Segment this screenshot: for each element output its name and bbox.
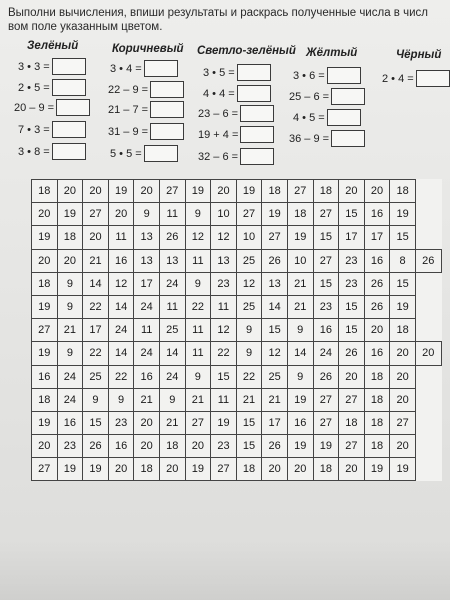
grid-cell[interactable]: 13: [262, 272, 288, 295]
grid-cell[interactable]: 9: [57, 272, 83, 295]
answer-box[interactable]: [331, 130, 365, 147]
task-item: [289, 130, 365, 147]
grid-cell[interactable]: 19: [32, 342, 58, 365]
task-expression: 31 – 9 =: [108, 125, 149, 138]
grid-cell[interactable]: 9: [236, 342, 262, 365]
grid-cell[interactable]: 18: [159, 435, 185, 458]
grid-cell[interactable]: 19: [32, 411, 58, 434]
grid-cell[interactable]: 27: [211, 458, 237, 481]
grid-cell[interactable]: 18: [364, 365, 390, 388]
grid-row: [32, 319, 442, 342]
grid-cell[interactable]: 19: [287, 388, 313, 411]
grid-cell[interactable]: 23: [57, 435, 83, 458]
grid-cell[interactable]: 16: [313, 319, 339, 342]
grid-cell[interactable]: 20: [57, 180, 83, 203]
grid-cell[interactable]: 20: [339, 365, 365, 388]
grid-cell[interactable]: 16: [364, 342, 390, 365]
grid-cell[interactable]: 20: [83, 180, 109, 203]
grid-cell[interactable]: 27: [313, 203, 339, 226]
grid-cell[interactable]: 18: [134, 458, 160, 481]
grid-cell[interactable]: 16: [32, 365, 58, 388]
grid-row: [32, 435, 442, 458]
task-expression: 3 • 6 =: [293, 69, 325, 82]
grid-cell[interactable]: 11: [159, 203, 185, 226]
grid-cell[interactable]: 11: [185, 342, 211, 365]
column-title-green: Зелёный: [27, 40, 79, 52]
grid-cell[interactable]: 27: [185, 411, 211, 434]
grid-cell[interactable]: 12: [211, 319, 237, 342]
task-item: [18, 121, 86, 138]
grid-cell[interactable]: 19: [390, 458, 416, 481]
grid-cell[interactable]: 16: [287, 411, 313, 434]
grid-cell[interactable]: 9: [185, 365, 211, 388]
grid-cell[interactable]: 20: [339, 180, 365, 203]
grid-cell[interactable]: 24: [159, 365, 185, 388]
grid-cell[interactable]: 9: [159, 388, 185, 411]
grid-cell[interactable]: 21: [236, 388, 262, 411]
task-expression: 2 • 5 =: [18, 81, 50, 94]
grid-cell[interactable]: 25: [159, 319, 185, 342]
task-expression: 19 + 4 =: [198, 128, 239, 141]
grid-cell[interactable]: 15: [339, 295, 365, 318]
answer-box[interactable]: [240, 148, 274, 165]
grid-cell[interactable]: 20: [83, 226, 109, 249]
grid-cell[interactable]: 21: [57, 319, 83, 342]
grid-cell[interactable]: 15: [339, 203, 365, 226]
grid-cell[interactable]: 14: [287, 342, 313, 365]
task-expression: 36 – 9 =: [289, 132, 330, 145]
instruction-line-2: вом поле указанным цветом.: [8, 21, 163, 33]
task-expression: 3 • 8 =: [18, 145, 50, 158]
grid-cell[interactable]: 12: [108, 272, 134, 295]
grid-cell[interactable]: 16: [57, 411, 83, 434]
grid-cell[interactable]: 14: [262, 295, 288, 318]
grid-cell[interactable]: 21: [134, 388, 160, 411]
grid-cell[interactable]: 22: [236, 365, 262, 388]
grid-cell[interactable]: 9: [287, 319, 313, 342]
grid-cell[interactable]: 23: [211, 272, 237, 295]
grid-cell[interactable]: 23: [313, 295, 339, 318]
task-expression: 21 – 7 =: [108, 103, 149, 116]
task-item: [110, 60, 178, 77]
grid-cell[interactable]: 14: [83, 272, 109, 295]
grid-cell[interactable]: 20: [364, 319, 390, 342]
grid-cell[interactable]: 13: [134, 226, 160, 249]
grid-cell[interactable]: 20: [108, 458, 134, 481]
grid-cell[interactable]: 27: [32, 458, 58, 481]
grid-cell[interactable]: 22: [211, 342, 237, 365]
task-expression: 3 • 5 =: [203, 66, 235, 79]
grid-cell[interactable]: 27: [390, 411, 416, 434]
grid-cell[interactable]: 19: [108, 180, 134, 203]
answer-box[interactable]: [52, 121, 86, 138]
grid-row: [32, 272, 442, 295]
grid-cell[interactable]: 20: [287, 458, 313, 481]
grid-cell[interactable]: 10: [211, 203, 237, 226]
task-item: [110, 145, 178, 162]
grid-cell[interactable]: 13: [134, 249, 160, 272]
grid-cell[interactable]: 24: [108, 319, 134, 342]
task-item: [203, 64, 271, 81]
grid-cell[interactable]: 15: [390, 272, 416, 295]
answer-box[interactable]: [56, 99, 90, 116]
grid-cell[interactable]: 11: [159, 295, 185, 318]
grid-cell[interactable]: 9: [108, 388, 134, 411]
task-item: [198, 105, 274, 122]
grid-cell[interactable]: 27: [236, 203, 262, 226]
answer-box[interactable]: [240, 105, 274, 122]
answer-box[interactable]: [144, 145, 178, 162]
grid-cell[interactable]: 20: [211, 180, 237, 203]
grid-cell[interactable]: 27: [313, 411, 339, 434]
grid-row: [32, 388, 442, 411]
grid-cell[interactable]: 15: [313, 226, 339, 249]
grid-cell[interactable]: 21: [83, 249, 109, 272]
grid-cell[interactable]: 17: [134, 272, 160, 295]
task-expression: 25 – 6 =: [289, 90, 330, 103]
grid-row: [32, 295, 442, 318]
grid-cell[interactable]: 23: [108, 411, 134, 434]
task-item: [382, 70, 450, 87]
grid-cell[interactable]: 25: [236, 295, 262, 318]
grid-cell[interactable]: 9: [185, 272, 211, 295]
grid-cell[interactable]: 9: [134, 203, 160, 226]
grid-cell[interactable]: 18: [364, 388, 390, 411]
grid-cell[interactable]: 19: [313, 435, 339, 458]
grid-cell[interactable]: 19: [390, 295, 416, 318]
grid-cell[interactable]: 21: [159, 411, 185, 434]
grid-cell[interactable]: 18: [364, 411, 390, 434]
grid-cell[interactable]: 11: [211, 295, 237, 318]
grid-cell[interactable]: 18: [339, 411, 365, 434]
number-grid: [31, 179, 442, 481]
grid-cell[interactable]: 18: [313, 180, 339, 203]
grid-cell[interactable]: 21: [287, 272, 313, 295]
grid-cell[interactable]: 26: [83, 435, 109, 458]
grid-cell[interactable]: 21: [262, 388, 288, 411]
grid-cell[interactable]: 27: [339, 388, 365, 411]
grid-row: [32, 226, 442, 249]
grid-cell[interactable]: 20: [390, 342, 416, 365]
column-title-brown: Коричневый: [112, 43, 184, 55]
grid-cell[interactable]: 19: [287, 435, 313, 458]
grid-cell[interactable]: 26: [339, 342, 365, 365]
task-item: [108, 101, 184, 118]
grid-cell[interactable]: 20: [57, 249, 83, 272]
grid-cell[interactable]: 27: [287, 180, 313, 203]
grid-cell[interactable]: 22: [83, 295, 109, 318]
answer-box[interactable]: [150, 123, 184, 140]
grid-cell[interactable]: 16: [134, 365, 160, 388]
grid-cell[interactable]: 9: [287, 365, 313, 388]
instruction-text: [8, 6, 448, 34]
grid-cell[interactable]: 15: [83, 411, 109, 434]
answer-box[interactable]: [150, 81, 184, 98]
grid-cell[interactable]: 11: [185, 319, 211, 342]
grid-cell[interactable]: 14: [108, 295, 134, 318]
grid-cell[interactable]: 19: [185, 180, 211, 203]
grid-cell[interactable]: 9: [83, 388, 109, 411]
grid-cell[interactable]: 9: [236, 319, 262, 342]
grid-cell[interactable]: 24: [57, 388, 83, 411]
grid-cell[interactable]: 10: [236, 226, 262, 249]
grid-cell[interactable]: 19: [390, 203, 416, 226]
grid-cell[interactable]: 18: [262, 180, 288, 203]
grid-cell[interactable]: 20: [32, 435, 58, 458]
task-expression: 3 • 4 =: [110, 62, 142, 75]
grid-cell[interactable]: 18: [390, 319, 416, 342]
grid-cell[interactable]: 20: [364, 180, 390, 203]
grid-cell[interactable]: 21: [185, 388, 211, 411]
grid-cell[interactable]: 14: [108, 342, 134, 365]
grid-cell[interactable]: 23: [211, 435, 237, 458]
task-expression: 7 • 3 =: [18, 123, 50, 136]
grid-cell[interactable]: 26: [262, 249, 288, 272]
grid-cell[interactable]: 24: [57, 365, 83, 388]
grid-cell[interactable]: 19: [185, 458, 211, 481]
grid-row: [32, 411, 442, 434]
grid-cell[interactable]: 15: [211, 365, 237, 388]
grid-cell[interactable]: 8: [390, 249, 416, 272]
grid-cell[interactable]: 20: [108, 203, 134, 226]
grid-cell[interactable]: 17: [339, 226, 365, 249]
grid-cell[interactable]: 19: [236, 180, 262, 203]
grid-cell[interactable]: 18: [32, 388, 58, 411]
answer-box[interactable]: [144, 60, 178, 77]
grid-cell[interactable]: 20: [415, 342, 441, 365]
grid-cell[interactable]: 17: [262, 411, 288, 434]
grid-cell[interactable]: 24: [159, 272, 185, 295]
task-item: [293, 67, 361, 84]
grid-cell[interactable]: 15: [236, 411, 262, 434]
task-item: [293, 109, 361, 126]
grid-cell[interactable]: 23: [339, 249, 365, 272]
task-expression: 5 • 5 =: [110, 147, 142, 160]
task-item: [198, 126, 274, 143]
grid-cell[interactable]: 27: [313, 249, 339, 272]
grid-cell[interactable]: 12: [185, 226, 211, 249]
grid-cell[interactable]: 26: [262, 435, 288, 458]
answer-box[interactable]: [327, 109, 361, 126]
answer-box[interactable]: [237, 64, 271, 81]
grid-cell[interactable]: 20: [134, 435, 160, 458]
grid-cell[interactable]: 19: [262, 203, 288, 226]
answer-box[interactable]: [52, 143, 86, 160]
grid-cell[interactable]: 20: [185, 435, 211, 458]
grid-cell[interactable]: 26: [415, 249, 441, 272]
grid-cell[interactable]: 16: [108, 249, 134, 272]
grid-cell[interactable]: 9: [57, 342, 83, 365]
task-item: [203, 85, 271, 102]
grid-cell[interactable]: 24: [313, 342, 339, 365]
grid-cell[interactable]: 13: [159, 249, 185, 272]
grid-cell[interactable]: 15: [236, 435, 262, 458]
answer-box[interactable]: [52, 58, 86, 75]
grid-cell[interactable]: 17: [83, 319, 109, 342]
grid-row: [32, 365, 442, 388]
grid-cell[interactable]: 16: [108, 435, 134, 458]
grid-cell[interactable]: 20: [32, 203, 58, 226]
grid-cell[interactable]: 23: [339, 272, 365, 295]
grid-cell[interactable]: 17: [364, 226, 390, 249]
grid-cell[interactable]: 12: [236, 272, 262, 295]
grid-row: [32, 249, 442, 272]
grid-cell[interactable]: 11: [108, 226, 134, 249]
grid-cell[interactable]: 10: [287, 249, 313, 272]
task-item: [108, 123, 184, 140]
answer-box[interactable]: [150, 101, 184, 118]
grid-cell[interactable]: 20: [159, 458, 185, 481]
answer-box[interactable]: [416, 70, 450, 87]
grid-cell[interactable]: 19: [32, 295, 58, 318]
grid-cell[interactable]: 22: [83, 342, 109, 365]
task-expression: 4 • 4 =: [203, 87, 235, 100]
grid-cell[interactable]: 19: [211, 411, 237, 434]
answer-box[interactable]: [240, 126, 274, 143]
grid-cell[interactable]: 15: [390, 226, 416, 249]
grid-cell[interactable]: 19: [32, 226, 58, 249]
grid-cell[interactable]: 20: [390, 365, 416, 388]
grid-cell[interactable]: 27: [83, 203, 109, 226]
grid-cell[interactable]: 18: [313, 458, 339, 481]
task-item: [18, 58, 86, 75]
task-expression: 20 – 9 =: [14, 101, 55, 114]
grid-cell[interactable]: 16: [364, 249, 390, 272]
grid-cell[interactable]: 22: [108, 365, 134, 388]
grid-cell[interactable]: 19: [57, 203, 83, 226]
grid-cell[interactable]: 27: [339, 435, 365, 458]
task-item: [14, 99, 90, 116]
grid-cell[interactable]: 26: [159, 226, 185, 249]
grid-cell[interactable]: 25: [262, 365, 288, 388]
column-title-light-green: Светло-зелёный: [197, 45, 296, 57]
grid-cell[interactable]: 26: [313, 365, 339, 388]
grid-cell[interactable]: 11: [185, 249, 211, 272]
task-item: [289, 88, 365, 105]
grid-cell[interactable]: 15: [339, 319, 365, 342]
grid-cell[interactable]: 20: [390, 388, 416, 411]
grid-cell[interactable]: 16: [364, 203, 390, 226]
grid-cell[interactable]: 20: [32, 249, 58, 272]
task-expression: 23 – 6 =: [198, 107, 239, 120]
grid-cell[interactable]: 18: [236, 458, 262, 481]
grid-cell[interactable]: 12: [262, 342, 288, 365]
task-expression: 32 – 6 =: [198, 150, 239, 163]
page-shadow: [0, 540, 450, 600]
grid-cell[interactable]: 21: [287, 295, 313, 318]
grid-cell[interactable]: 18: [364, 435, 390, 458]
grid-row: [32, 458, 442, 481]
grid-row: [32, 180, 442, 203]
grid-cell[interactable]: 18: [32, 180, 58, 203]
answer-box[interactable]: [331, 88, 365, 105]
answer-box[interactable]: [52, 79, 86, 96]
answer-box[interactable]: [327, 67, 361, 84]
instruction-line-1: Выполни вычисления, впиши результаты и раскрась полученные числа в числ: [8, 7, 428, 19]
task-item: [18, 79, 86, 96]
grid-cell[interactable]: 20: [134, 180, 160, 203]
task-expression: 4 • 5 =: [293, 111, 325, 124]
grid-cell[interactable]: 27: [262, 226, 288, 249]
grid-cell[interactable]: 18: [390, 180, 416, 203]
grid-cell[interactable]: 9: [57, 295, 83, 318]
grid-cell[interactable]: 19: [364, 458, 390, 481]
grid-cell[interactable]: 13: [211, 249, 237, 272]
task-expression: 3 • 3 =: [18, 60, 50, 73]
answer-box[interactable]: [237, 85, 271, 102]
grid-cell[interactable]: 19: [57, 458, 83, 481]
task-item: [18, 143, 86, 160]
grid-cell[interactable]: 12: [211, 226, 237, 249]
grid-cell[interactable]: 18: [32, 272, 58, 295]
column-title-black: Чёрный: [396, 49, 442, 61]
grid-cell[interactable]: 20: [134, 411, 160, 434]
task-expression: 22 – 9 =: [108, 83, 149, 96]
grid-cell[interactable]: 15: [313, 272, 339, 295]
grid-cell[interactable]: 26: [364, 295, 390, 318]
grid-cell[interactable]: 27: [159, 180, 185, 203]
task-expression: 2 • 4 =: [382, 72, 414, 85]
task-item: [108, 81, 184, 98]
grid-cell[interactable]: 20: [390, 435, 416, 458]
grid-cell[interactable]: 19: [287, 226, 313, 249]
grid-cell[interactable]: 27: [313, 388, 339, 411]
grid-cell[interactable]: 20: [339, 458, 365, 481]
grid-row: [32, 342, 442, 365]
grid-cell[interactable]: 9: [185, 203, 211, 226]
grid-cell[interactable]: 18: [57, 226, 83, 249]
grid-cell[interactable]: 25: [83, 365, 109, 388]
column-title-yellow: Жёлтый: [306, 47, 358, 59]
task-item: [198, 148, 274, 165]
grid-cell[interactable]: 20: [262, 458, 288, 481]
grid-cell[interactable]: 11: [134, 319, 160, 342]
grid-cell[interactable]: 27: [32, 319, 58, 342]
grid-cell[interactable]: 15: [262, 319, 288, 342]
grid-cell[interactable]: 24: [134, 295, 160, 318]
grid-cell[interactable]: 24: [134, 342, 160, 365]
grid-cell[interactable]: 25: [236, 249, 262, 272]
grid-cell[interactable]: 26: [364, 272, 390, 295]
grid-cell[interactable]: 14: [159, 342, 185, 365]
grid-cell[interactable]: 18: [287, 203, 313, 226]
grid-cell[interactable]: 19: [83, 458, 109, 481]
grid-cell[interactable]: 22: [185, 295, 211, 318]
grid-cell[interactable]: 11: [211, 388, 237, 411]
grid-row: [32, 203, 442, 226]
